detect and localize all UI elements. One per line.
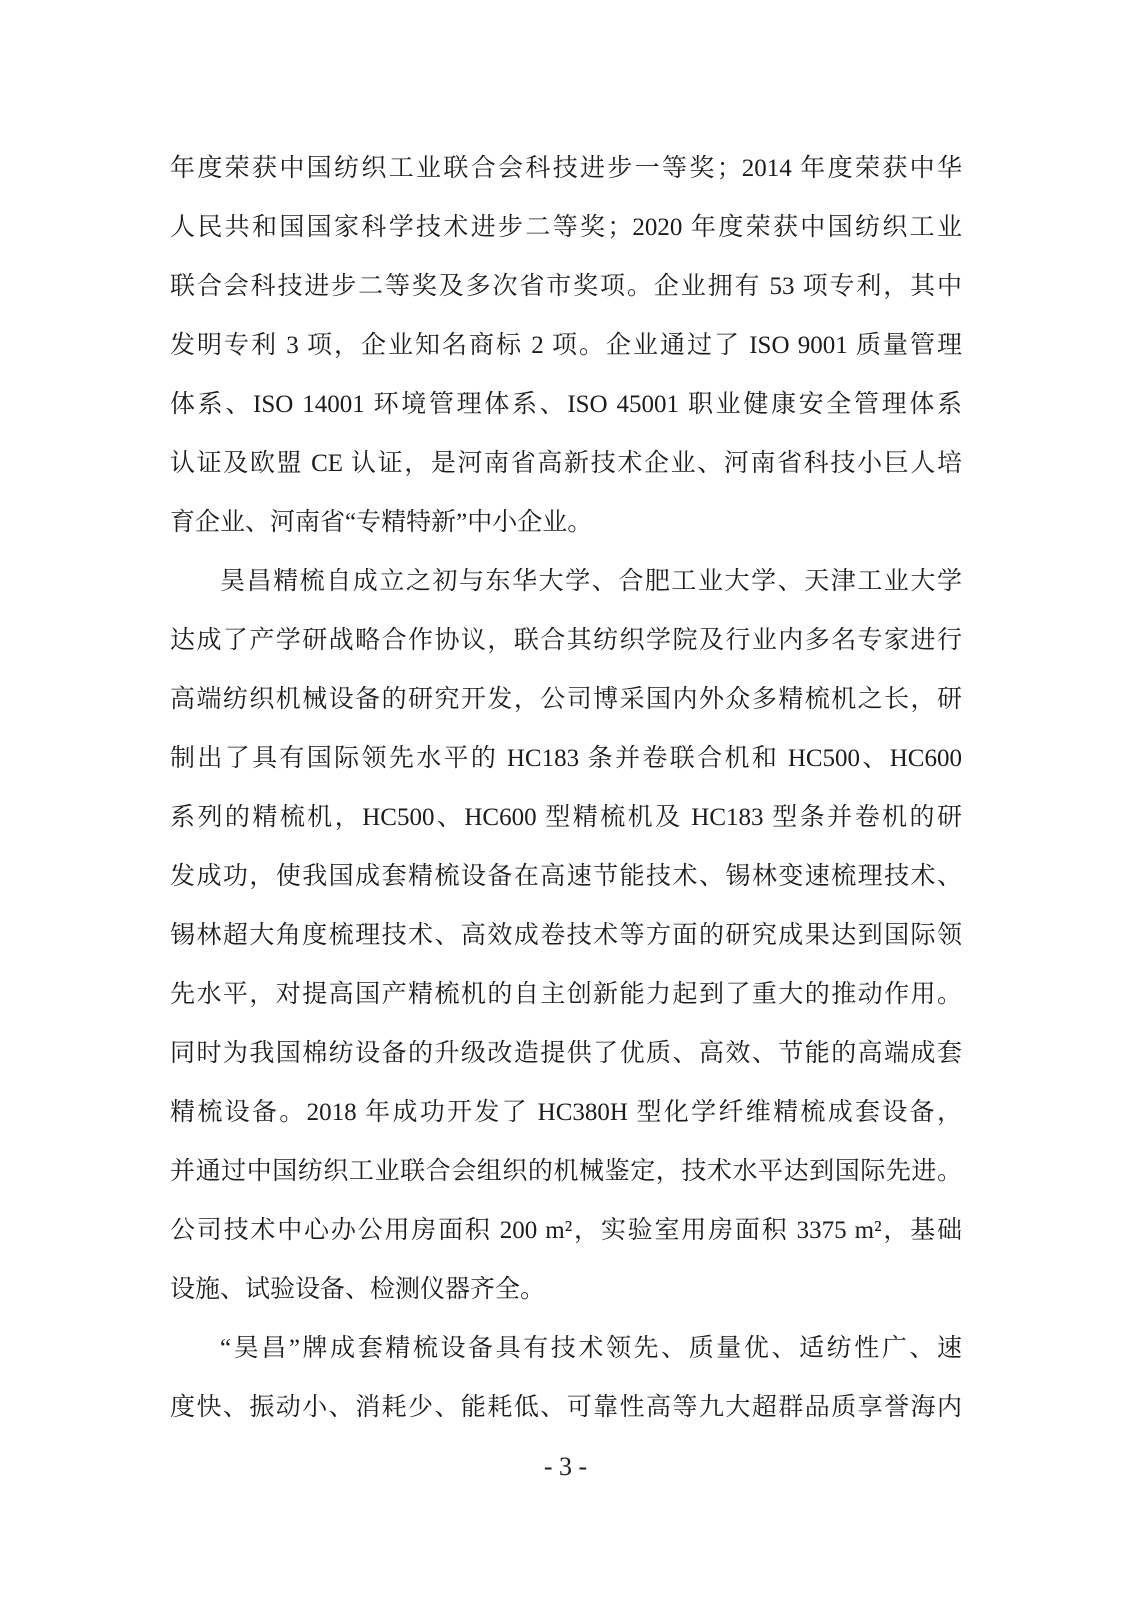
document-body — [170, 139, 962, 1437]
text-line paragraph-end: 设施、试验设备、检测仪器齐全。 — [170, 1276, 546, 1303]
text-line: 同时为我国棉纺设备的升级改造提供了优质、高效、节能的高端成套 — [170, 1040, 962, 1067]
page-number: - 3 - — [543, 1452, 588, 1481]
text-line: 发成功，使我国成套精梳设备在高速节能技术、锡林变速梳理技术、 — [170, 863, 962, 890]
text-line paragraph-start: 昊昌精梳自成立之初与东华大学、合肥工业大学、天津工业大学 — [220, 568, 962, 595]
text-line paragraph-end: 育企业、河南省“专精特新”中小企业。 — [170, 509, 593, 536]
text-line: 制出了具有国际领先水平的 HC183 条并卷联合机和 HC500、HC600 — [170, 745, 962, 772]
text-line: 先水平，对提高国产精梳机的自主创新能力起到了重大的推动作用。 — [170, 981, 962, 1008]
text-line: 度快、振动小、消耗少、能耗低、可靠性高等九大超群品质享誉海内 — [170, 1394, 962, 1421]
text-line: 年度荣获中国纺织工业联合会科技进步一等奖；2014 年度荣获中华 — [170, 155, 962, 182]
page-footer — [0, 1437, 1131, 1497]
text-line: 体系、ISO 14001 环境管理体系、ISO 45001 职业健康安全管理体系 — [170, 391, 962, 418]
text-line: 精梳设备。2018 年成功开发了 HC380H 型化学纤维精梳成套设备， — [170, 1099, 962, 1126]
text-line: 达成了产学研战略合作协议，联合其纺织学院及行业内多名专家进行 — [170, 627, 962, 654]
text-line: 并通过中国纺织工业联合会组织的机械鉴定，技术水平达到国际先进。 — [170, 1158, 962, 1185]
text-line: 认证及欧盟 CE 认证，是河南省高新技术企业、河南省科技小巨人培 — [170, 450, 962, 477]
text-line: 高端纺织机械设备的研究开发，公司博采国内外众多精梳机之长，研 — [170, 686, 962, 713]
text-line: 公司技术中心办公用房面积 200 m²，实验室用房面积 3375 m²，基础 — [170, 1217, 962, 1244]
text-line: 发明专利 3 项，企业知名商标 2 项。企业通过了 ISO 9001 质量管理 — [170, 332, 962, 359]
text-line: 人民共和国国家科学技术进步二等奖；2020 年度荣获中国纺织工业 — [170, 214, 962, 241]
text-line: 锡林超大角度梳理技术、高效成卷技术等方面的研究成果达到国际领 — [170, 922, 962, 949]
text-line paragraph-start: “昊昌”牌成套精梳设备具有技术领先、质量优、适纺性广、速 — [220, 1335, 962, 1362]
text-line: 系列的精梳机，HC500、HC600 型精梳机及 HC183 型条并卷机的研 — [170, 804, 962, 831]
text-line: 联合会科技进步二等奖及多次省市奖项。企业拥有 53 项专利，其中 — [170, 273, 962, 300]
